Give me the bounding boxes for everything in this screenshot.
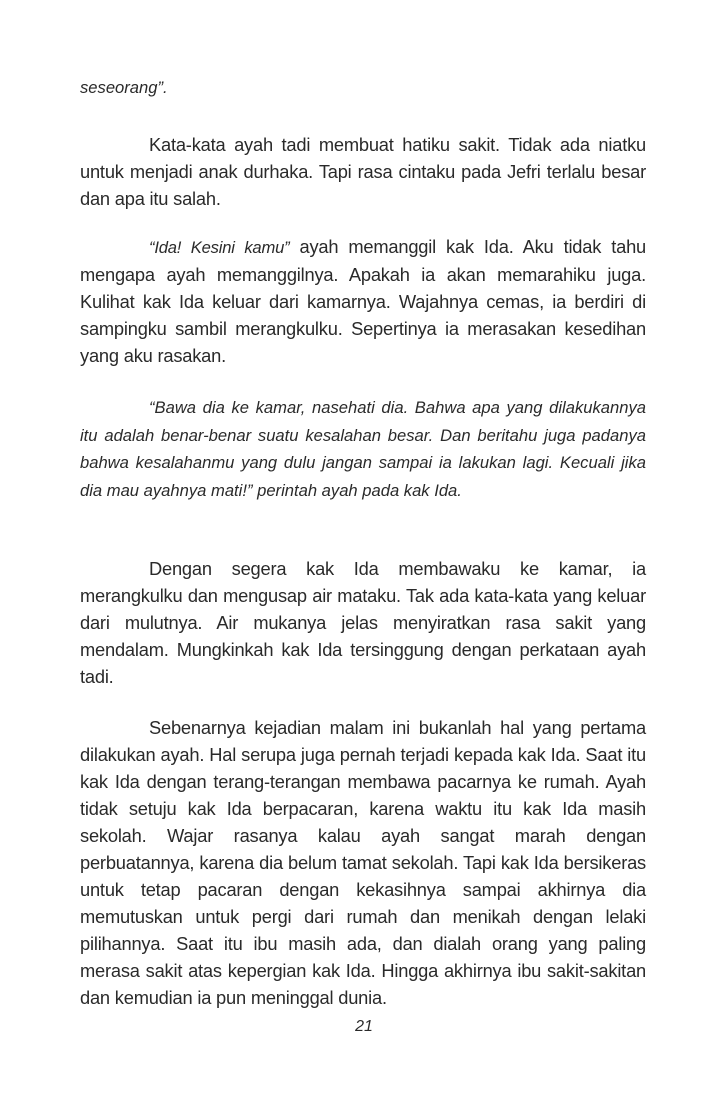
page-number: 21: [355, 1018, 373, 1035]
paragraph-3-text: ayah memanggil kak Ida. Aku tidak tahu mengapa ayah memanggilnya. Apakah ia akan memarahiku juga. Kulihat kak Ida keluar dari kamarnya. Wajahnya cemas, ia berdiri di sampingku sambil merangkulku. Sepertinya ia merasakan kesedihan yang aku rasakan.: [80, 236, 646, 366]
paragraph-1: seseorang”.: [80, 78, 168, 97]
paragraph-5: Dengan segera kak Ida membawaku ke kamar, ia merangkulku dan mengusap air mataku. Tak ada kata-kata yang keluar dari mulutnya. Air mukanya jelas menyiratkan rasa sakit yang mendalam. Mungkinkah kak Ida tersinggung dengan perkataan ayah tadi.: [80, 558, 646, 687]
paragraph-2: Kata-kata ayah tadi membuat hatiku sakit. Tidak ada niatku untuk menjadi anak durhaka. Tapi rasa cintaku pada Jefri terlalu besar dan apa itu salah.: [80, 134, 646, 209]
paragraph-3: [80, 233, 646, 369]
paragraph-4-quote: “Bawa dia ke kamar, nasehati dia. Bahwa apa yang dilakukannya itu adalah benar-benar suatu kesalahan besar. Dan beritahu juga padanya bahwa kesalahanmu yang dulu jangan sampai ia lakukan lagi. Kecuali jika dia mau ayahnya mati!” perintah ayah pada kak Ida.: [80, 398, 646, 500]
paragraph-6: Sebenarnya kejadian malam ini bukanlah hal yang pertama dilakukan ayah. Hal serupa juga pernah terjadi kepada kak Ida. Saat itu kak Ida dengan terang-terangan membawa pacarnya ke rumah. Ayah tidak setuju kak Ida berpacaran, karena waktu itu kak Ida masih sekolah. Wajar rasanya kalau ayah sangat marah dengan perbuatannya, karena dia belum tamat sekolah. Tapi kak Ida bersikeras untuk tetap pacaran dengan kekasihnya sampai akhirnya dia memutuskan untuk pergi dari rumah dan menikah dengan lelaki pilihannya. Saat itu ibu masih ada, dan dialah orang yang paling merasa sakit atas kepergian kak Ida. Hingga akhirnya ibu sakit-sakitan dan kemudian ia pun meninggal dunia.: [80, 717, 646, 1008]
dialogue-quote: “Ida! Kesini kamu”: [149, 238, 290, 257]
